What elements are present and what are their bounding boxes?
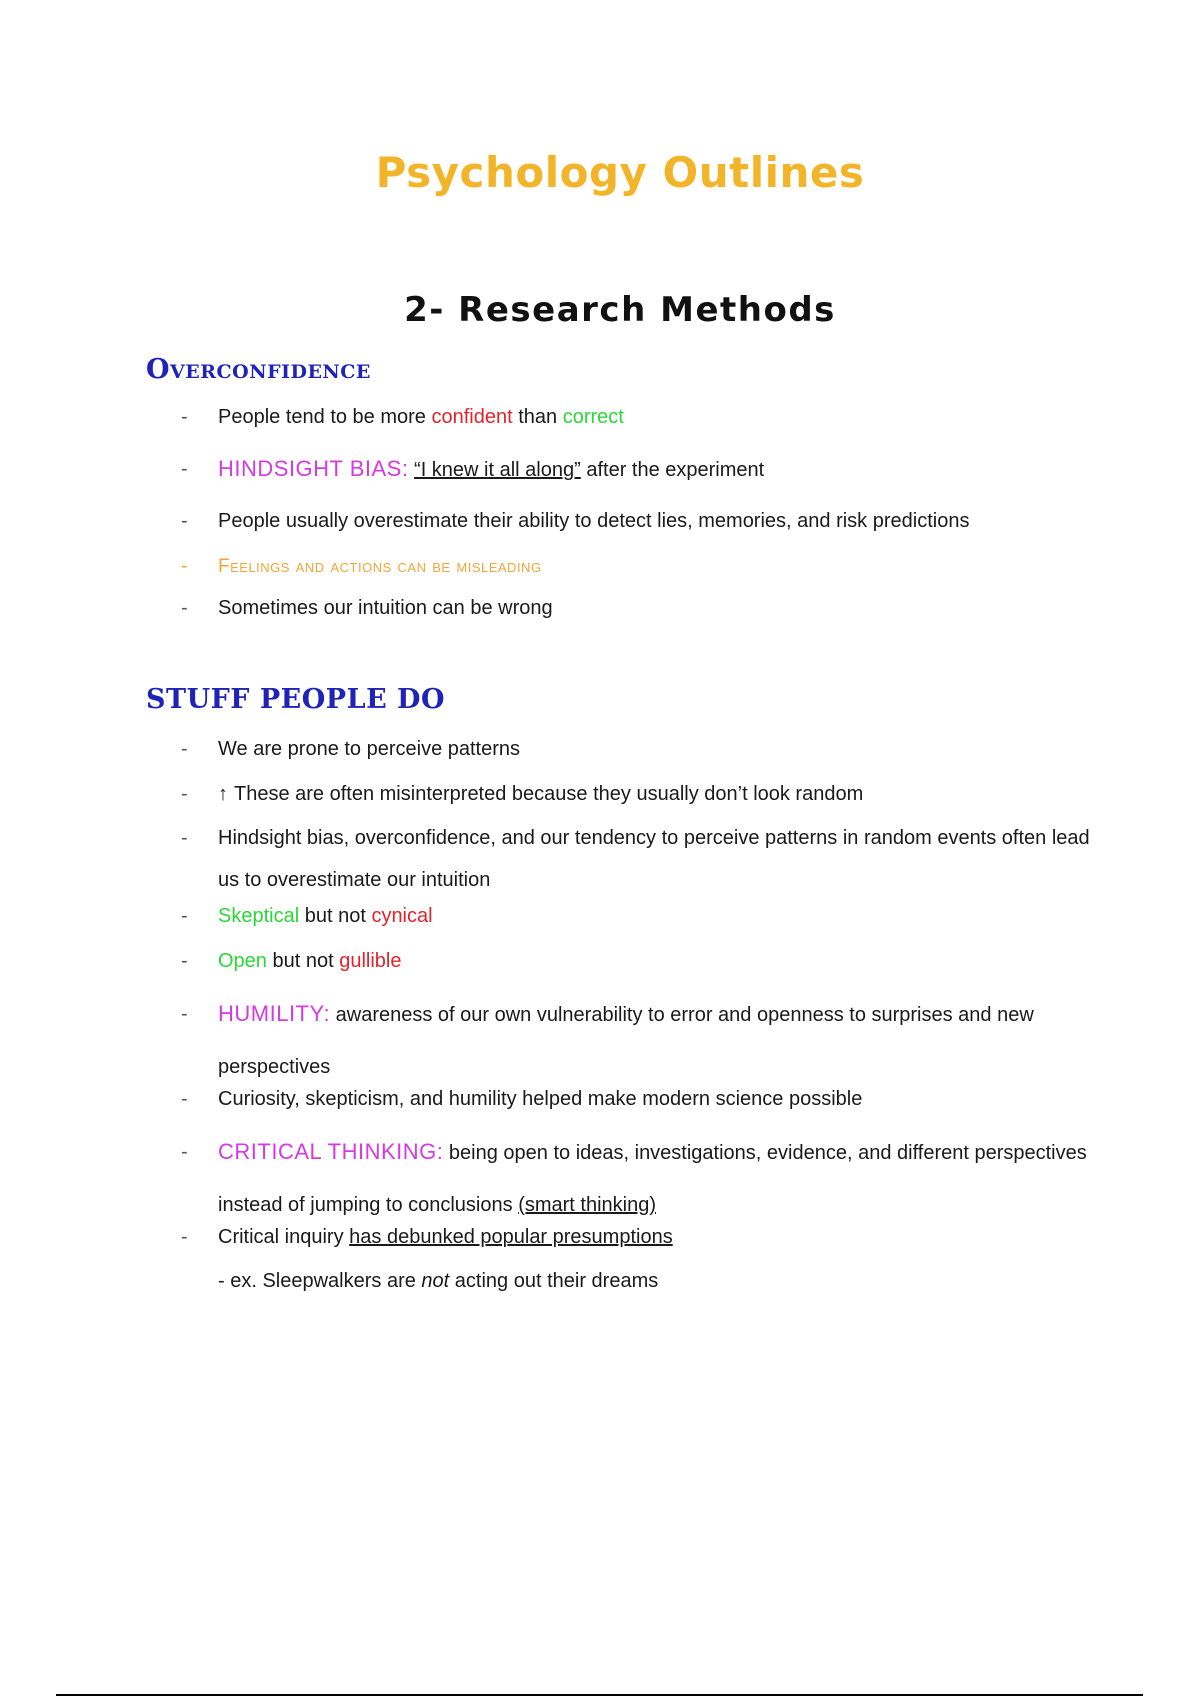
list-item	[0, 597, 1200, 637]
item-text: after the experiment	[580, 459, 765, 481]
item-quote: “I knew it all along”	[414, 459, 581, 481]
item-text: being open to ideas, investigations, evidence, and different perspectives instead of jumping to conclusions	[218, 1142, 1087, 1216]
item-text: People tend to be more	[218, 406, 432, 428]
list-item	[0, 454, 1200, 510]
item-text-correct: correct	[562, 406, 624, 428]
item-text: Hindsight bias, overconfidence, and our tendency to perceive patterns in random events often lead us to overestimate our intuition	[218, 827, 1090, 891]
bullet-dash: -	[181, 1226, 188, 1248]
example-text: - ex. Sleepwalkers are	[218, 1270, 422, 1292]
item-text: Curiosity, skepticism, and humility helped make modern science possible	[218, 1088, 863, 1110]
document-title: Psychology Outlines	[375, 148, 865, 197]
item-text-caps: Feelings and actions can be misleading	[218, 556, 542, 577]
item-text-underlined: (smart thinking)	[518, 1194, 656, 1216]
list-item	[0, 406, 1200, 454]
stuff-people-do-list	[0, 738, 1200, 1310]
bullet-dash: -	[181, 1003, 188, 1025]
item-text-open: Open	[218, 950, 267, 972]
overconfidence-list	[0, 406, 1200, 637]
item-text: but not	[299, 905, 372, 927]
bullet-dash: -	[181, 406, 188, 428]
bullet-dash: -	[181, 458, 188, 480]
bullet-dash: -	[181, 510, 188, 532]
list-item	[0, 1126, 1200, 1226]
term-humility: HUMILITY:	[218, 1001, 331, 1026]
bullet-dash: -	[181, 905, 188, 927]
term-critical-thinking: CRITICAL THINKING:	[218, 1139, 444, 1164]
item-text: These are often misinterpreted because they usually don’t look random	[234, 783, 864, 805]
item-text: Critical inquiry	[218, 1226, 350, 1248]
item-text-gullible: gullible	[339, 950, 402, 972]
item-text-skeptical: Skeptical	[218, 905, 300, 927]
list-item	[0, 988, 1200, 1088]
item-text: awareness of our own vulnerability to error and openness to surprises and new perspectives	[218, 1004, 1034, 1078]
item-text-underlined: has debunked popular presumptions	[349, 1226, 673, 1248]
list-item	[0, 1226, 1200, 1270]
list-item	[0, 905, 1200, 950]
list-item	[0, 817, 1200, 905]
arrow-up-icon: ↑	[218, 783, 228, 805]
bullet-dash: -	[181, 1088, 188, 1110]
term-hindsight-bias: HINDSIGHT BIAS:	[218, 456, 409, 481]
heading-stuff-people-do: STUFF PEOPLE DO	[146, 684, 445, 715]
list-item-example	[0, 1270, 1200, 1310]
item-text: but not	[266, 950, 340, 972]
heading-overconfidence	[146, 354, 371, 385]
bullet-dash: -	[181, 1141, 188, 1163]
item-text: than	[512, 406, 563, 428]
example-text: acting out their dreams	[449, 1270, 659, 1292]
bullet-dash: -	[181, 827, 188, 849]
heading-overconfidence-rest: verconfidence	[170, 354, 371, 385]
item-text: We are prone to perceive patterns	[218, 738, 521, 760]
list-item	[0, 738, 1200, 783]
item-text: Sometimes our intuition can be wrong	[218, 597, 553, 619]
list-item	[0, 510, 1200, 555]
bullet-dash: -	[181, 597, 188, 619]
item-text-cynical: cynical	[371, 905, 433, 927]
example-text-italic: not	[421, 1270, 450, 1292]
heading-overconfidence-initial: O	[146, 354, 171, 385]
footer-rule	[56, 1694, 1143, 1696]
bullet-dash: -	[181, 738, 188, 760]
item-text: People usually overestimate their ability to detect lies, memories, and risk predictions	[218, 510, 970, 532]
bullet-dash: -	[181, 555, 188, 577]
bullet-dash: -	[181, 783, 188, 805]
item-text-confident: confident	[431, 406, 513, 428]
bullet-dash: -	[181, 950, 188, 972]
list-item	[0, 555, 1200, 597]
section-title: 2- Research Methods	[404, 290, 836, 330]
